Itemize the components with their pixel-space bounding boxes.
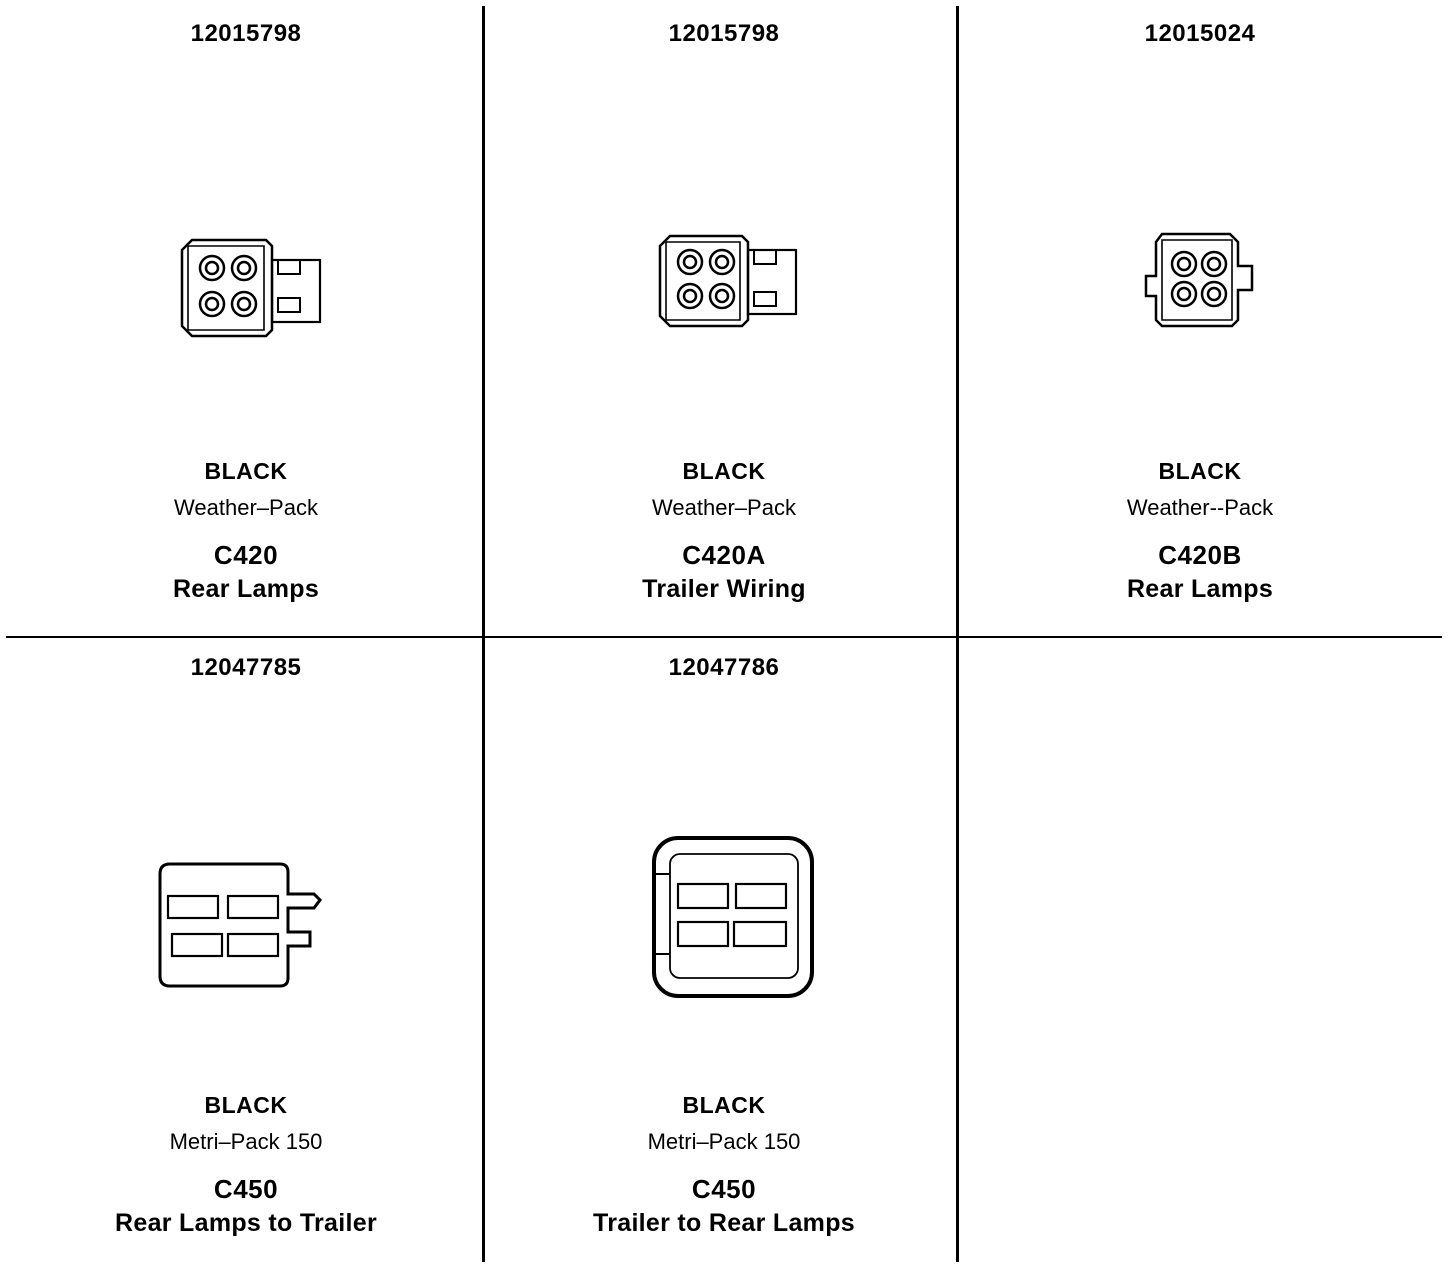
connector-cell: [962, 0, 1438, 634]
part-number: 12015798: [668, 20, 780, 47]
connector-cell: [486, 634, 962, 1268]
connector-id: C420B: [1158, 540, 1242, 570]
connector-series: Metri–Pack 150: [647, 1129, 801, 1154]
part-number: 12047786: [668, 654, 780, 681]
connector-cell: [8, 634, 484, 1268]
connector-color: BLACK: [204, 458, 288, 484]
connector-cell: [8, 0, 484, 634]
part-number: 12015798: [190, 20, 302, 47]
connector-location: Rear Lamps: [1126, 575, 1274, 603]
connector-id: C420A: [682, 540, 766, 570]
connector-color: BLACK: [204, 1092, 288, 1118]
four-blade-connector-icon: [650, 834, 816, 1000]
part-number: 12015024: [1144, 20, 1256, 47]
connector-id: C450: [691, 1174, 757, 1204]
connector-series: Weather–Pack: [174, 495, 318, 520]
connector-series: Weather--Pack: [1126, 495, 1274, 520]
four-blade-connector-icon: [156, 860, 326, 990]
connector-location: Rear Lamps: [172, 575, 320, 603]
connector-id: C450: [213, 1174, 279, 1204]
connector-location: Trailer Wiring: [642, 575, 806, 603]
four-pin-round-connector-icon: [1142, 230, 1256, 330]
part-number: 12047785: [190, 654, 302, 681]
connector-color: BLACK: [682, 458, 766, 484]
connector-location: Rear Lamps to Trailer: [115, 1209, 377, 1237]
connector-color: BLACK: [682, 1092, 766, 1118]
four-pin-round-connector-icon: [178, 236, 324, 340]
connector-cell: [486, 0, 962, 634]
connector-id: C420: [213, 540, 279, 570]
connector-location: Trailer to Rear Lamps: [593, 1209, 855, 1237]
four-pin-round-connector-icon: [656, 232, 802, 332]
connector-color: BLACK: [1158, 458, 1242, 484]
connector-series: Weather–Pack: [652, 495, 796, 520]
connector-series: Metri–Pack 150: [169, 1129, 323, 1154]
